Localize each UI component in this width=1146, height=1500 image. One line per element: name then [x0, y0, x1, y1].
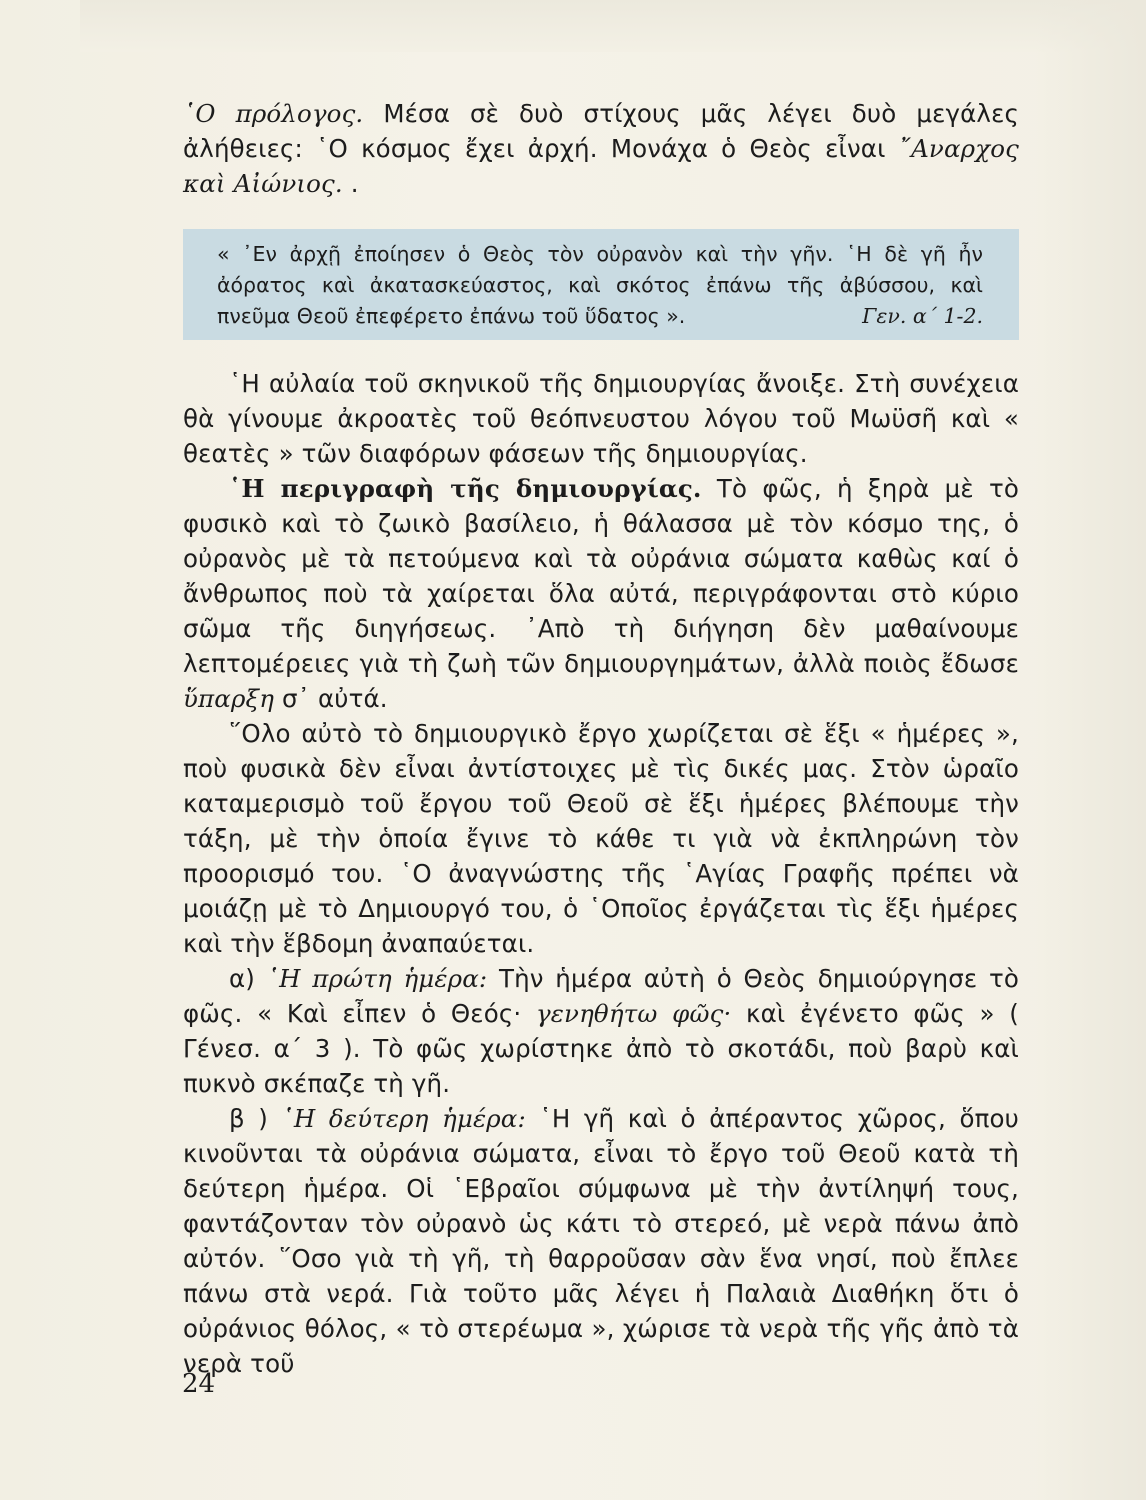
- prologue-paragraph: [183, 96, 1019, 201]
- description-text-2: σ᾿ αὐτά.: [274, 684, 388, 713]
- first-day-heading: ῾Η πρώτη ἡμέρα:: [266, 964, 488, 993]
- first-day-text-2: καὶ ἐγένετο φῶς » ( Γένεσ. α΄ 3 ). Τὸ φῶς χωρίστηκε ἀπὸ τὸ σκοτάδι, ποὺ βαρὺ καὶ πυκνὸ σκέπαζε τὴ γῆ.: [183, 999, 1020, 1098]
- first-day-marker: α): [229, 964, 256, 993]
- description-heading: ῾Η περιγραφὴ τῆς δημιουργίας.: [229, 474, 702, 503]
- page-right-shadow: [1036, 0, 1146, 1500]
- description-text-1: Τὸ φῶς, ἡ ξηρὰ μὲ τὸ φυσικὸ καὶ τὸ ζωικὸ βασίλειο, ἡ θάλασσα μὲ τὸν κόσμο της, ὁ οὐρανὸς μὲ τὰ πετούμενα καὶ τὰ οὐράνια σώματα καθὼς καί ὁ ἄνθρωπος ποὺ τὰ χαίρεται ὅλα αὐτά, περιγράφονται στὸ κύριο σῶμα τῆς διηγήσεως. ᾿Απὸ τὴ διήγηση δὲν μαθαίνουμε λεπτομέρειες γιὰ τὴ ζωὴ τῶν δημιουργημάτων, ἀλλὰ ποιὸς ἔδωσε: [183, 474, 1020, 678]
- description-paragraph: [183, 471, 1019, 716]
- first-day-text-1: Τὴν ἡμέρα αὐτὴ ὁ Θεὸς δημιούργησε τὸ φῶς. « Καὶ εἶπεν ὁ Θεός·: [183, 964, 1019, 1028]
- genesis-quote-reference: Γεν. α΄ 1-2.: [862, 304, 983, 328]
- second-day-text: ῾Η γῆ καὶ ὁ ἀπέραντος χῶρος, ὅπου κινοῦνται τὰ οὐράνια σώματα, εἶναι τὸ ἔργο τοῦ Θεοῦ κατὰ τὴ δεύτερη ἡμέρα. Οἱ ῾Εβραῖοι σύμφωνα μὲ τὴν ἀντίληψή τους, φαντάζονταν τὸν οὐρανὸ ὡς κάτι τὸ στερεό, μὲ νερὰ πάνω ἀπὸ αὐτόν. ῞Οσο γιὰ τὴ γῆ, τὴ θαρροῦσαν σὰν ἕνα νησί, ποὺ ἔπλεε πάνω στὰ νερά. Γιὰ τοῦτο μᾶς λέγει ἡ Παλαιὰ Διαθήκη ὅτι ὁ οὐράνιος θόλος, « τὸ στερέωμα », χώρισε τὰ νερὰ τῆς γῆς ἀπὸ τὰ νερὰ τοῦ: [183, 1104, 1019, 1378]
- prologue-heading: ῾Ο πρόλογος.: [183, 99, 364, 128]
- first-day-emphasis: γενηθήτω φῶς·: [535, 999, 732, 1028]
- genesis-quote-text: « ᾿Εν ἀρχῇ ἐποίησεν ὁ Θεὸς τὸν οὐρανὸν καὶ τὴν γῆν. ῾Η δὲ γῆ ἦν ἀόρατος καὶ ἀκατασκεύαστος, καὶ σκότος ἐπάνω τῆς ἀβύσσου, καὶ πνεῦμα Θεοῦ ἐπεφέρετο ἐπάνω τοῦ ὕδατος ».: [217, 242, 983, 328]
- genesis-quote: [217, 239, 983, 332]
- second-day-marker: β ): [229, 1104, 268, 1133]
- first-day-paragraph: [183, 961, 1019, 1101]
- page-number: 24: [182, 1369, 216, 1399]
- second-day-paragraph: [183, 1101, 1019, 1381]
- page-content: [183, 96, 1019, 1381]
- six-days-paragraph: ῞Ολο αὐτὸ τὸ δημιουργικὸ ἔργο χωρίζεται σὲ ἕξι « ἡμέρες », ποὺ φυσικὰ δὲν εἶναι ἀντίστοιχες μὲ τὶς δικές μας. Στὸν ὡραῖο καταμερισμὸ τοῦ ἔργου τοῦ Θεοῦ σὲ ἕξι ἡμέρες βλέπουμε τὴν τάξη, μὲ τὴν ὁποία ἔγινε τὸ κάθε τι γιὰ νὰ ἐκπληρώνη τὸν προορισμό του. ῾Ο ἀναγνώστης τῆς ῾Αγίας Γραφῆς πρέπει νὰ μοιάζῃ μὲ τὸ Δημιουργό του, ὁ ῾Οποῖος ἐργάζεται τὶς ἕξι ἡμέρες καὶ τὴν ἕβδομη ἀναπαύεται.: [183, 719, 1019, 958]
- genesis-quote-box: [183, 229, 1019, 340]
- curtain-paragraph: ῾Η αὐλαία τοῦ σκηνικοῦ τῆς δημιουργίας ἄνοιξε. Στὴ συνέχεια θὰ γίνουμε ἀκροατὲς τοῦ θεόπνευστου λόγου τοῦ Μωϋσῆ καὶ « θεατὲς » τῶν διαφόρων φάσεων τῆς δημιουργίας.: [183, 369, 1019, 468]
- page-top-shadow: [80, 0, 1146, 52]
- description-emphasis: ὕπαρξη: [183, 684, 275, 713]
- second-day-heading: ῾Η δεύτερη ἡμέρα:: [281, 1104, 526, 1133]
- prologue-text-2: .: [342, 169, 359, 198]
- prologue-emphasis: ῎Αναρχος καὶ Αἰώνιος.: [183, 134, 1019, 198]
- prologue-text-1: Μέσα σὲ δυὸ στίχους μᾶς λέγει δυὸ μεγάλες ἀλήθειες: ῾Ο κόσμος ἔχει ἀρχή. Μονάχα ὁ Θεὸς εἶναι: [183, 99, 1019, 163]
